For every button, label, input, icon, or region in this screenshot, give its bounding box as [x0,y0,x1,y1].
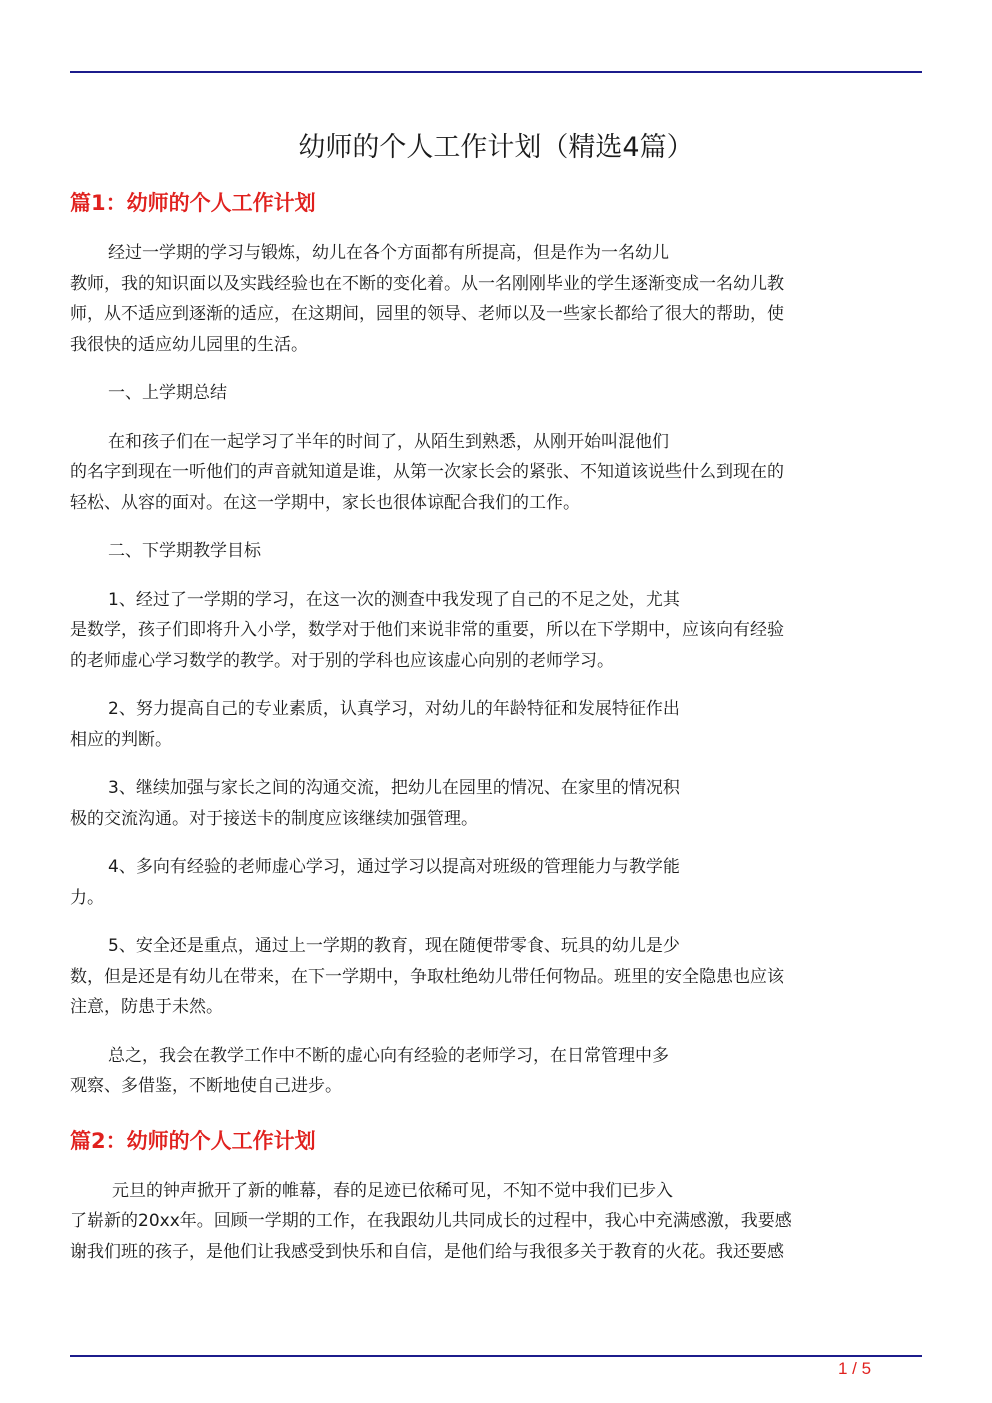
paragraph-line: 教师，我的知识面以及实践经验也在不断的变化着。从一名刚刚毕业的学生逐渐变成一名幼儿教 [70,273,784,294]
paragraph [70,1176,912,1268]
header-rule [70,71,922,73]
paragraph [70,931,912,1023]
paragraph-line: 谢我们班的孩子，是他们让我感受到快乐和自信，是他们给与我很多关于教育的火花。我还要感 [70,1241,784,1262]
paragraph-line: 1、经过了一学期的学习，在这一次的测查中我发现了自己的不足之处，尤其 [108,589,680,610]
document-title: 幼师的个人工作计划（精选4篇） [298,132,694,163]
paragraph-line: 相应的判断。 [70,729,172,750]
paragraph [70,427,912,519]
page-number: 1 / 5 [838,1359,872,1378]
paragraph-line: 一、上学期总结 [108,383,227,403]
paragraph-line: 的名字到现在一听他们的声音就知道是谁，从第一次家长会的紧张、不知道该说些什么到现在的 [70,462,784,482]
paragraph [70,1041,912,1102]
paragraph-line: 3、继续加强与家长之间的沟通交流，把幼儿在园里的情况、在家里的情况积 [108,778,680,798]
footer-rule [70,1355,922,1357]
paragraph-line: 数，但是还是有幼儿在带来，在下一学期中，争取杜绝幼儿带任何物品。班里的安全隐患也应该 [70,966,784,987]
paragraph-line: 极的交流沟通。对于接送卡的制度应该继续加强管理。 [70,808,478,829]
paragraph-line: 在和孩子们在一起学习了半年的时间了，从陌生到熟悉，从刚开始叫混他们 [108,431,669,452]
paragraph-line: 力。 [70,887,104,908]
paragraph [70,773,912,834]
paragraph-line: 我很快的适应幼儿园里的生活。 [70,334,308,355]
paragraph-line: 观察、多借鉴，不断地使自己进步。 [70,1076,342,1096]
paragraph-line: 4、多向有经验的老师虚心学习，通过学习以提高对班级的管理能力与教学能 [108,857,680,877]
paragraph-line: 了崭新的20xx年。回顾一学期的工作，在我跟幼儿共同成长的过程中，我心中充满感激，我要感 [70,1211,792,1231]
paragraph-line: 轻松、从容的面对。在这一学期中，家长也很体谅配合我们的工作。 [70,492,580,513]
paragraph-line: 2、努力提高自己的专业素质，认真学习，对幼儿的年龄特征和发展特征作出 [108,699,680,719]
paragraph-line: 师，从不适应到逐渐的适应，在这期间，园里的领导、老师以及一些家长都给了很大的帮助，使 [70,304,784,324]
paragraph-line: 的老师虚心学习数学的教学。对于别的学科也应该虚心向别的老师学习。 [70,650,614,671]
paragraph-line: 注意，防患于未然。 [70,997,223,1017]
paragraph [70,585,912,677]
paragraph-line: 5、安全还是重点，通过上一学期的教育，现在随便带零食、玩具的幼儿是少 [108,936,680,956]
paragraph-line: 是数学，孩子们即将升入小学，数学对于他们来说非常的重要，所以在下学期中，应该向有经验 [70,620,784,640]
paragraph-line: 总之，我会在教学工作中不断的虚心向有经验的老师学习，在日常管理中多 [108,1045,669,1066]
paragraph [70,852,912,913]
paragraph [70,694,912,755]
paragraph-line: 元旦的钟声掀开了新的帷幕，春的足迹已依稀可见，不知不觉中我们已步入 [112,1180,673,1201]
paragraph-line: 经过一学期的学习与锻炼，幼儿在各个方面都有所提高，但是作为一名幼儿 [108,243,669,263]
paragraph-line: 二、下学期教学目标 [108,541,261,561]
section-heading-1: 篇1：幼师的个人工作计划 [70,191,316,215]
subheading-summary [70,378,912,409]
section-heading-2: 篇2：幼师的个人工作计划 [70,1128,316,1153]
document-body [70,186,912,1267]
paragraph [70,238,912,360]
subheading-goals [70,536,912,567]
